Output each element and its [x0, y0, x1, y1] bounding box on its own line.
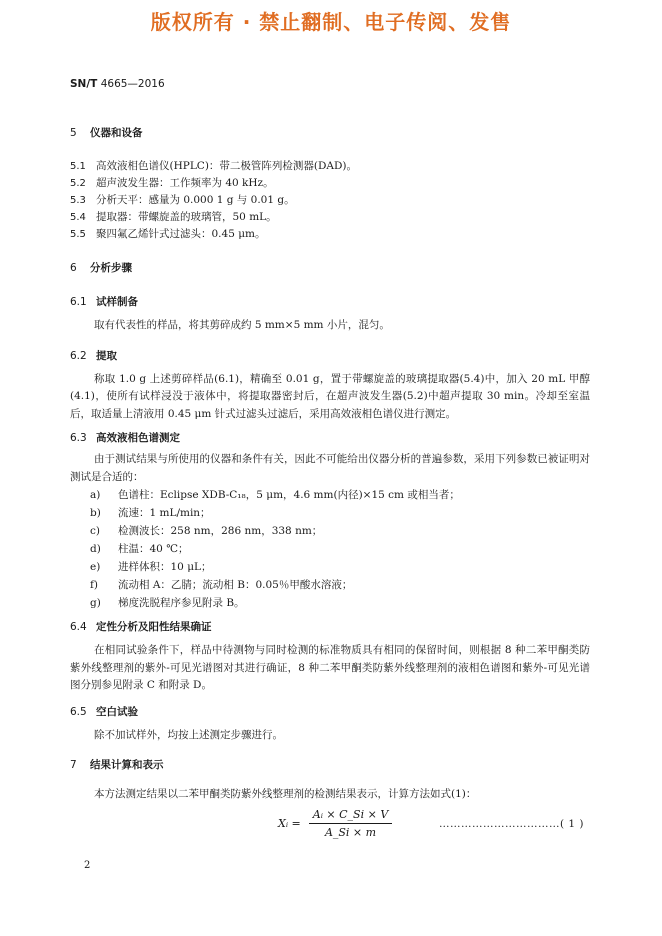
list-item: e) 进样体积：10 μL；	[90, 561, 212, 573]
list-item: b) 流速：1 mL/min；	[90, 507, 211, 519]
section-6-2-text: 称取 1.0 g 上述剪碎样品(6.1)，精确至 0.01 g，置于带螺旋盖的玻璃提取器(5.4)中，加入 20 mL 甲醇(4.1)，使所有试样浸没于液体中，将提取器密封后，在超声波发生器(5.2)中超声提取 30 min。冷却至室温后，取适量上清液用 0.45 μm 针式过滤头过滤后，采用高效液相色谱仪进行测定。	[70, 372, 590, 420]
list-item: 5.4 提取器：带螺旋盖的玻璃管，50 mL。	[70, 211, 277, 223]
section-6-5-heading: 6.5 空白试验	[70, 705, 138, 718]
section-7-heading: 7 结果计算和表示	[70, 759, 164, 771]
list-item: 5.2 超声波发生器：工作频率为 40 kHz。	[70, 177, 274, 189]
list-item: 5.5 聚四氟乙烯针式过滤头：0.45 μm。	[70, 228, 266, 240]
section-5-heading: 5 仪器和设备	[70, 127, 143, 139]
section-6-heading: 6 分析步骤	[70, 262, 132, 274]
formula-lhs: Xᵢ =	[278, 816, 301, 830]
list-item: c) 检测波长：258 nm，286 nm，338 nm；	[90, 525, 323, 537]
formula-denominator: A_Si × m	[324, 825, 377, 839]
section-6-5-text: 除不加试样外，均按上述测定步骤进行。	[94, 728, 283, 741]
page-number: 2	[84, 860, 91, 871]
formula-expression	[278, 808, 392, 839]
formula-1	[70, 808, 590, 848]
document-body	[70, 124, 590, 848]
section-7-text: 本方法测定结果以二苯甲酮类防紫外线整理剂的检测结果表示，计算方法如式(1)：	[94, 788, 477, 800]
standard-id	[70, 78, 165, 90]
list-item: a) 色谱柱：Eclipse XDB-C₁₈，5 μm，4.6 mm(内径)×15 cm 或相当者；	[90, 489, 460, 501]
copyright-banner: 版权所有 · 禁止翻制、电子传阅、发售	[150, 10, 512, 34]
section-6-1-text: 取有代表性的样品，将其剪碎成约 5 mm×5 mm 小片，混匀。	[94, 319, 390, 331]
standard-prefix: SN/T	[70, 78, 98, 90]
section-6-4-text: 在相同试验条件下，样品中待测物与同时检测的标准物质具有相同的保留时间，则根据 8 种二苯甲酮类防紫外线整理剂的紫外-可见光谱图对其进行确证，8 种二苯甲酮类防紫外线整理剂的液相色谱图和紫外-可见光谱图分别参见附录 C 和附录 D。	[70, 644, 590, 691]
equation-number: ……………………………( 1 )	[438, 817, 584, 830]
list-item: d) 柱温：40 ℃；	[90, 543, 189, 555]
section-6-1-heading: 6.1 试样制备	[70, 296, 138, 308]
formula-numerator: Aᵢ × C_Si × V	[309, 808, 393, 824]
section-6-2-heading: 6.2 提取	[70, 349, 117, 362]
list-item: g) 梯度洗脱程序参见附录 B。	[90, 597, 245, 609]
section-6-4-heading: 6.4 定性分析及阳性结果确证	[70, 621, 212, 633]
standard-number: 4665—2016	[100, 78, 165, 90]
list-item: 5.1 高效液相色谱仪(HPLC)：带二极管阵列检测器(DAD)。	[70, 160, 358, 172]
list-item: 5.3 分析天平：感量为 0.000 1 g 与 0.01 g。	[70, 194, 295, 206]
list-item: f) 流动相 A：乙腈；流动相 B：0.05％甲酸水溶液；	[90, 579, 353, 591]
section-6-3-heading: 6.3 高效液相色谱测定	[70, 432, 180, 444]
section-6-3-intro: 由于测试结果与所使用的仪器和条件有关，因此不可能给出仪器分析的普遍参数，采用下列参数已被证明对测试是合适的：	[70, 453, 590, 483]
formula-fraction	[309, 808, 393, 839]
